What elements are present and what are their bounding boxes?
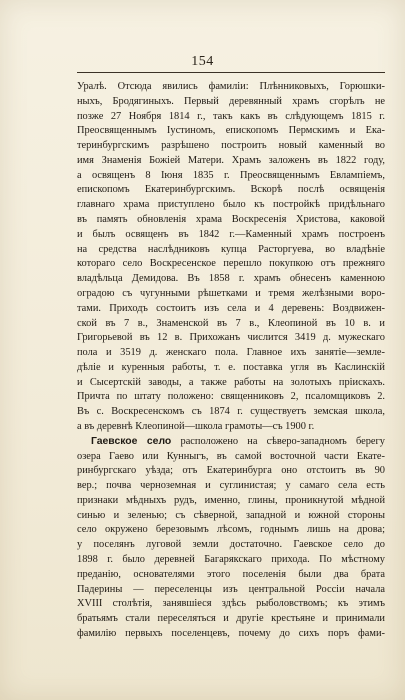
text-line: главнаго храма приступлено было къ постройкѣ придѣльнаго: [77, 199, 385, 211]
text-line: Падерины — переселенцы изъ центральной Россіи начала: [77, 583, 385, 595]
text-line: 1898 г. было деревней Багарякскаго прихода. По мѣстному: [77, 554, 385, 565]
text-line: оградою съ чугунными рѣшетками и тремя желѣзными воро-: [77, 287, 385, 299]
text-line: тами. Приходъ состоитъ изъ села и 4 деревень: Воздвижен-: [77, 302, 385, 314]
text-line: ринбургскаго уѣзда; отъ Екатеринбурга оно отстоитъ въ 90: [77, 465, 385, 477]
text-line: теринбургскимъ разрѣшено построить новый каменный во: [77, 140, 385, 152]
text-line: владѣльца Демидова. Въ 1858 г. храмъ обнесенъ каменною: [77, 273, 385, 285]
text-line: ской въ 7 в., Знаменской въ 7 в., Клеопиной въ 10 в. и: [77, 317, 385, 329]
text-line: Въ с. Воскресенскомъ съ 1874 г. существуетъ земская школа,: [77, 406, 385, 418]
text-line: фамилію первыхъ поселенцевъ, почему до сихъ поръ фами-: [77, 627, 385, 639]
text-line: Уралѣ. Отсюда явились фамиліи: Плѣнниковыхъ, Горюшки-: [77, 81, 385, 92]
text-line: у поселянъ луговой земли достаточно. Гаевское село до: [77, 539, 385, 551]
text-line: а въ деревнѣ Клеопиной—школа грамоты—съ 1900 г.: [77, 420, 315, 432]
text-line: село окружено березовымъ лѣсомъ, годнымъ лишь на дрова;: [77, 524, 385, 536]
text-line: вер.; почва черноземная и суглинистая; у самаго села есть: [77, 480, 385, 492]
text-line: въ память обновленія храма Воскресенія Христова, каковой: [77, 214, 385, 226]
text-line: на средства наслѣдниковъ купца Расторгуева, во владѣніе: [77, 243, 385, 255]
header-rule: [77, 72, 385, 73]
text-line: Причта по штату положено: священниковъ 2, псаломщиковъ 2.: [77, 391, 385, 403]
text-line: епископомъ Екатеринбургскимъ. Вскорѣ послѣ освященія: [77, 184, 385, 196]
text-line: имя Знаменія Божіей Матери. Храмъ заложенъ въ 1822 году,: [77, 154, 385, 166]
paragraph-opening-text: расположено на сѣверо-западномъ берегу: [180, 435, 385, 447]
text-line: котораго село Воскресенское перешло покупкою отъ прежняго: [77, 258, 385, 270]
text-line: пола и 3519 д. женскаго пола. Главное ихъ занятіе—земле-: [77, 347, 385, 359]
text-line: Преосвященнымъ Іустиномъ, епископомъ Пермскимъ и Ека-: [77, 125, 385, 137]
text-line: а освященъ 8 Іюня 1835 г. Преосвященнымъ Евлампіемъ,: [77, 169, 385, 181]
text-line: признаки мѣдныхъ рудъ, именно, глины, проникнутой мѣдной: [77, 494, 385, 506]
text-line: позже 27 Ноября 1814 г., такъ какъ въ слѣдующемъ 1815 г.: [77, 110, 385, 122]
text-line: XVIII столѣтія, занявшіеся здѣсь рыболовствомъ; къ этимъ: [77, 598, 385, 610]
paragraph-opening-line: [77, 435, 385, 450]
text-line: озера Гаево или Кунныгъ, въ самой восточной части Екате-: [77, 450, 385, 462]
text-line: преданію, основателями этого поселенія были два брата: [77, 568, 385, 580]
text-line: братьямъ стали переселяться и другіе крестьяне и принимали: [77, 613, 385, 625]
text-line: и былъ освященъ въ 1842 г.—Каменный храмъ построенъ: [77, 228, 385, 240]
text-line: синью и зеленью; съ сѣверной, западной и южной стороны: [77, 509, 385, 521]
section-heading: Гаевское село: [91, 435, 172, 447]
text-line: ныхъ, Бродягиныхъ. Первый деревянный храмъ сгорѣлъ не: [77, 95, 385, 107]
text-line: Григорьевой въ 12 в. Прихожанъ числится 3419 д. мужескаго: [77, 332, 385, 344]
text-line: дѣліе и куренныя работы, т. е. поставка угля въ Каслинскій: [77, 361, 385, 373]
page-number: 154: [191, 54, 214, 69]
text-line: и Сысертскій заводы, а также работы на золотыхъ пріискахъ.: [77, 376, 385, 388]
page-body: [77, 80, 385, 642]
